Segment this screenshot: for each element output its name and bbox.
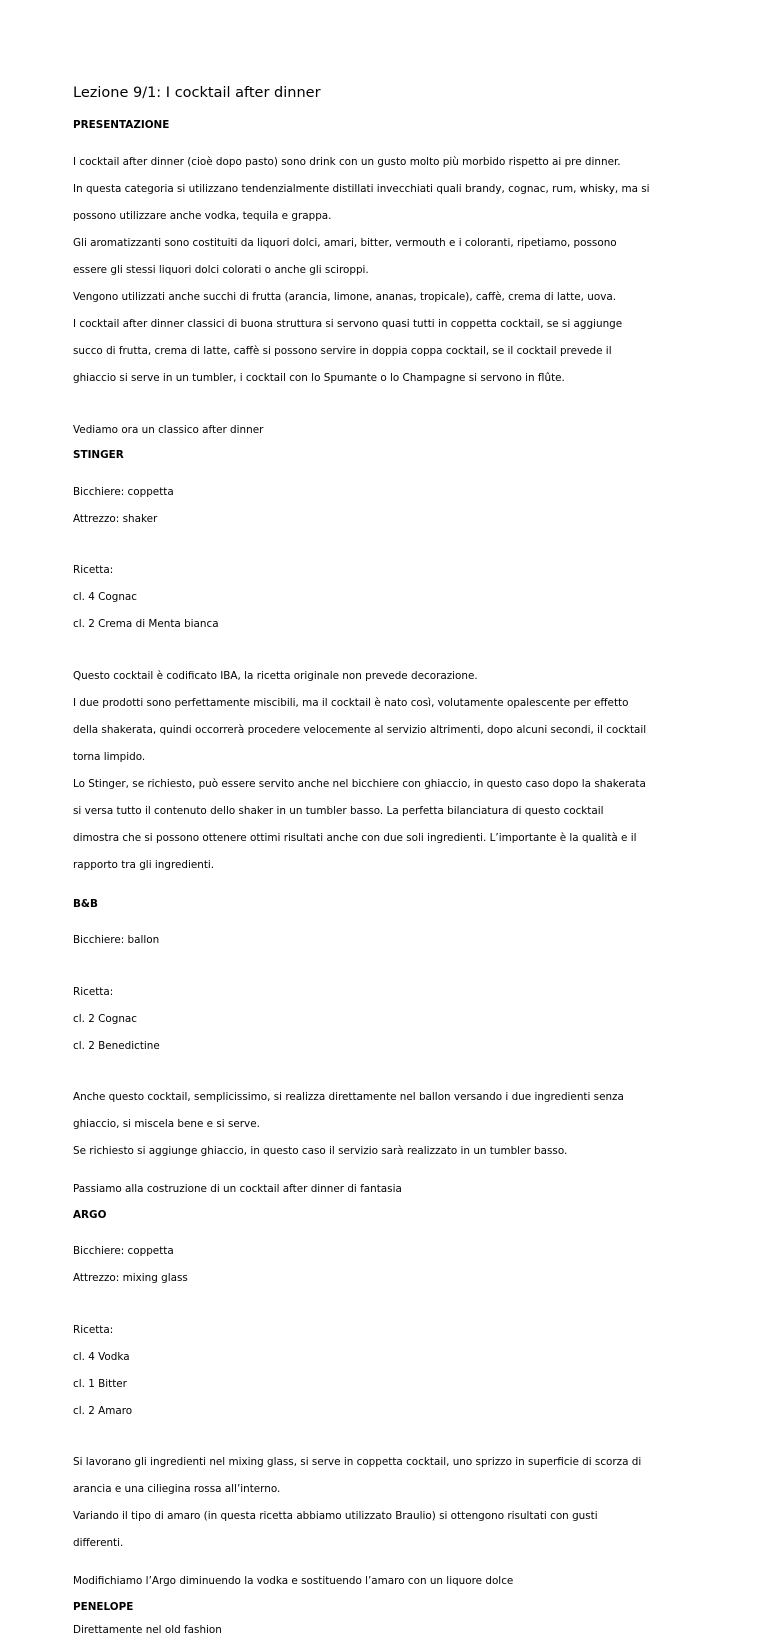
text-line: I cocktail after dinner classici di buona struttura si servono quasi tutti in coppetta cocktail, se si aggiunge [73,317,623,330]
penelope-first-line: Direttamente nel old fashion [73,1623,222,1636]
text-line: I cocktail after dinner (cioè dopo pasto) sono drink con un gusto molto più morbido rispetto ai pre dinner. [73,155,621,168]
text-line: arancia e una ciliegina rossa all’interno. [73,1483,281,1495]
text-line: I due prodotti sono perfettamente miscibili, ma il cocktail è nato così, volutamente opalescente per effetto [73,696,629,709]
text-line: Lo Stinger, se richiesto, può essere servito anche nel bicchiere con ghiaccio, in questo caso dopo la shakerata [73,777,646,790]
document-page [73,84,733,1648]
argo-recipe [73,1310,733,1432]
section-heading-stinger: STINGER [73,449,124,461]
text-line: ghiaccio, si miscela bene e si serve. [73,1118,260,1130]
text-line: cl. 2 Amaro [73,1404,133,1417]
text-line: cl. 4 Vodka [73,1350,130,1363]
section-heading-bb: B&B [73,897,98,910]
text-line: cl. 2 Benedictine [73,1039,160,1052]
text-line: Ricetta: [73,985,114,998]
text-line: Variando il tipo di amaro (in questa ricetta abbiamo utilizzato Braulio) si ottengono risultati con gusti [73,1510,598,1522]
intro-modify-text: Modifichiamo l’Argo diminuendo la vodka e sostituendo l’amaro con un liquore dolce [73,1575,514,1587]
argo-tools [73,1232,733,1300]
text-line: Se richiesto si aggiunge ghiaccio, in questo caso il servizio sarà realizzato in un tumbler basso. [73,1145,568,1157]
presentazione-paragraph [73,142,733,399]
text-line: Si lavorano gli ingredienti nel mixing glass, si serve in coppetta cocktail, uno sprizzo in superficie di scorza di [73,1456,642,1468]
argo-description [73,1443,733,1565]
text-line: ghiaccio si serve in un tumbler, i cocktail con lo Spumante o lo Champagne si servono in flûte. [73,371,565,384]
text-line: Bicchiere: coppetta [73,1245,174,1257]
text-line: possono utilizzare anche vodka, tequila e grappa. [73,209,332,222]
text-line: differenti. [73,1537,124,1549]
stinger-recipe [73,551,733,646]
bb-description [73,1078,733,1173]
text-line: essere gli stessi liquori dolci colorati o anche gli sciroppi. [73,263,369,276]
text-line: Anche questo cocktail, semplicissimo, si realizza direttamente nel ballon versando i due ingredienti senza [73,1091,624,1103]
text-line: cl. 2 Crema di Menta bianca [73,618,219,630]
text-line: della shakerata, quindi occorrerà procedere velocemente al servizio altrimenti, dopo alcuni secondi, il cocktail [73,723,647,736]
text-line: Bicchiere: ballon [73,934,160,946]
text-line: torna limpido. [73,750,146,763]
text-line: Questo cocktail è codificato IBA, la ricetta originale non prevede decorazione. [73,669,478,682]
text-line: Attrezzo: mixing glass [73,1272,188,1284]
text-line: Gli aromatizzanti sono costituiti da liquori dolci, amari, bitter, vermouth e i coloranti, ripetiamo, possono [73,236,617,249]
intro-fantasy-text: Passiamo alla costruzione di un cocktail after dinner di fantasia [73,1183,402,1195]
bb-tools [73,921,733,962]
text-line: Ricetta: [73,1323,114,1336]
text-line: In questa categoria si utilizzano tendenzialmente distillati invecchiati quali brandy, cognac, rum, whisky, ma si [73,182,650,195]
text-line: Ricetta: [73,564,114,576]
text-line: dimostra che si possono ottenere ottimi risultati anche con due soli ingredienti. L’importante è la qualità e il [73,831,637,844]
text-line: rapporto tra gli ingredienti. [73,858,215,871]
text-line: si versa tutto il contenuto dello shaker in un tumbler basso. La perfetta bilanciatura di questo cocktail [73,804,604,817]
section-heading-penelope: PENELOPE [73,1600,134,1613]
page-title: Lezione 9/1: I cocktail after dinner [73,85,321,101]
text-line: cl. 2 Cognac [73,1012,137,1025]
text-line: cl. 4 Cognac [73,591,137,603]
text-line: cl. 1 Bitter [73,1377,127,1390]
text-line: Vengono utilizzati anche succhi di frutta (arancia, limone, ananas, tropicale), caffè, crema di latte, uova. [73,290,617,303]
text-line: succo di frutta, crema di latte, caffè si possono servire in doppia coppa cocktail, se il cocktail prevede il [73,344,612,357]
bb-recipe [73,972,733,1067]
stinger-description [73,656,733,886]
text-line: Bicchiere: coppetta [73,485,174,498]
section-heading-argo: ARGO [73,1208,107,1221]
section-heading-presentazione: PRESENTAZIONE [73,119,170,131]
stinger-tools [73,472,733,540]
intro-classic-text: Vediamo ora un classico after dinner [73,423,264,436]
text-line: Attrezzo: shaker [73,512,158,525]
